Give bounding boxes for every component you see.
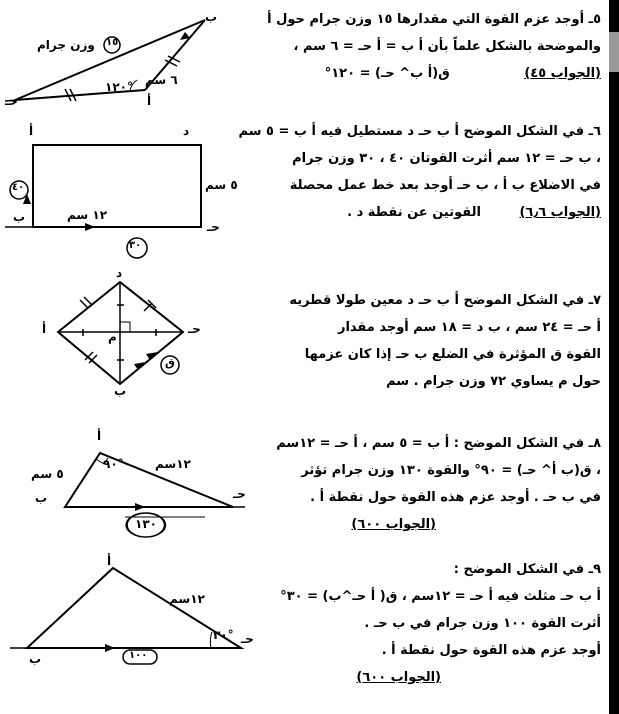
problem-text-line: ٥ـ أوجد عزم القوة التي مقدارها ١٥ وزن جرام حول أ xyxy=(267,12,601,27)
angle-value: ٩٠° xyxy=(103,457,124,471)
problem-7 xyxy=(289,287,601,395)
problem-5 xyxy=(267,6,601,87)
side-ac: ١٢سم xyxy=(155,457,191,471)
answer-label: (الجواب ٦٠٠) xyxy=(356,670,441,685)
figure-7 xyxy=(28,266,218,400)
answer-label: (الجواب ٦٫٦) xyxy=(519,205,601,220)
problem-text-line: ٩ـ في الشكل الموضح : xyxy=(453,562,601,577)
force-value: ١٠٠ xyxy=(129,650,148,661)
angle-value: ١٢٠° xyxy=(105,80,133,94)
problem-text-line: أ حـ = ٢٤ سم ، ب د = ١٨ سم أوجد مقدار xyxy=(337,320,601,335)
force-value: ١٥ xyxy=(106,37,119,48)
vertex-label-c: حـ xyxy=(233,487,246,501)
problem-text-line xyxy=(276,511,601,538)
vertex-label-a: أ xyxy=(29,124,34,138)
problem-text-line: أثرت القوة ١٠٠ وزن جرام في ب حـ . xyxy=(364,616,601,631)
problem-text-line: ٨ـ في الشكل الموضح : أ ب = ٥ سم ، أ حـ = ١٢سم xyxy=(276,436,601,451)
triangle-diagram xyxy=(5,560,255,680)
problem-text-line: والموضحة بالشكل علماً بأن أ ب = أ حـ = ٦ سم ، xyxy=(293,39,601,54)
vertex-label-a: أ xyxy=(107,554,112,568)
figure-8 xyxy=(5,425,250,543)
vertex-label-b: ب xyxy=(29,652,42,666)
problem-text-line: ، ق(ب أ^ حـ) = ٩٠° والقوة ١٣٠ وزن جرام تؤثر xyxy=(301,463,601,478)
figure-6 xyxy=(5,122,245,262)
side-length: ٦ سم xyxy=(145,73,178,87)
side-bc: ١٢ سم xyxy=(67,208,108,222)
force-unit: وزن جرام xyxy=(37,38,95,52)
side-length: ١٢سم xyxy=(169,592,205,606)
vertex-label-b: ب xyxy=(13,210,26,224)
problem-text-line: أ ب حـ مثلث فيه أ حـ = ١٢سم ، ق( أ حـ^ب) = ٣٠° xyxy=(280,589,601,604)
given-angle: ق(أ ب^ حـ) = ١٢٠° xyxy=(324,66,450,81)
vertex-label-d: د xyxy=(116,266,123,280)
answer-label: (الجواب ٦٠٠) xyxy=(351,517,436,532)
triangle-diagram xyxy=(5,10,230,120)
problem-text-line: في الاضلاع ب أ ، ب حـ أوجد بعد خط عمل محصلة xyxy=(289,178,601,193)
force-label: ق xyxy=(165,356,175,369)
vertex-label-b: ب xyxy=(114,384,127,398)
vertex-label-a: أ xyxy=(42,322,47,336)
problem-text-line: القوة ق المؤثرة في الضلع ب حـ إذا كان عزمها xyxy=(304,347,601,362)
problem-text-line: في ب حـ . أوجد عزم هذه القوة حول نقطة أ . xyxy=(310,490,601,505)
problem-text-line: ، ب حـ = ١٢ سم أثرت القوتان ٤٠ ، ٣٠ وزن جرام xyxy=(292,151,601,166)
answer-label: (الجواب ٤٥) xyxy=(524,66,601,81)
problem-6 xyxy=(239,118,601,226)
problem-8 xyxy=(276,430,601,538)
problem-text-line: ٧ـ في الشكل الموضح أ ب حـ د معين طولا قطريه xyxy=(289,293,601,308)
side-ab: ٥ سم xyxy=(205,178,238,192)
problem-text-line xyxy=(267,60,601,87)
right-triangle-diagram xyxy=(5,425,250,543)
vertex-label-c: حـ xyxy=(188,322,201,336)
vertex-label-m: م xyxy=(108,330,117,344)
angle-value: ٣٠° xyxy=(213,628,234,642)
vertex-label-d: د xyxy=(183,124,190,138)
vertex-label-b: ب xyxy=(35,491,48,505)
problem-9 xyxy=(280,556,601,691)
problem-text-line: أوجد عزم هذه القوة حول نقطة أ . xyxy=(381,643,601,658)
vertex-label-a: أ xyxy=(147,94,152,108)
side-ab: ٥ سم xyxy=(31,467,64,481)
force-bc: ٣٠ xyxy=(129,240,142,251)
vertex-label-c: حـ xyxy=(241,632,254,646)
vertex-label-a: أ xyxy=(97,429,102,443)
problem-text-line: (الجواب ٦٫٦) القوتين عن نقطة د . xyxy=(347,205,601,220)
problem-text-line: حول م يساوي ٧٢ وزن جرام . سم xyxy=(386,374,601,389)
problem-text-line xyxy=(280,664,601,691)
problem-text-line: ٦ـ في الشكل الموضح أ ب حـ د مستطيل فيه أ ب = ٥ سم xyxy=(238,124,601,139)
page-edge-bar xyxy=(609,0,619,714)
force-value: ١٣٠ xyxy=(135,517,157,531)
figure-5 xyxy=(5,10,230,120)
rectangle-diagram xyxy=(5,122,245,262)
vertex-label-c: حـ xyxy=(5,94,18,108)
figure-9 xyxy=(5,554,255,680)
vertex-label-b: ب xyxy=(205,10,218,24)
force-ab: ٤٠ xyxy=(12,182,25,193)
vertex-label-c: حـ xyxy=(207,220,220,234)
